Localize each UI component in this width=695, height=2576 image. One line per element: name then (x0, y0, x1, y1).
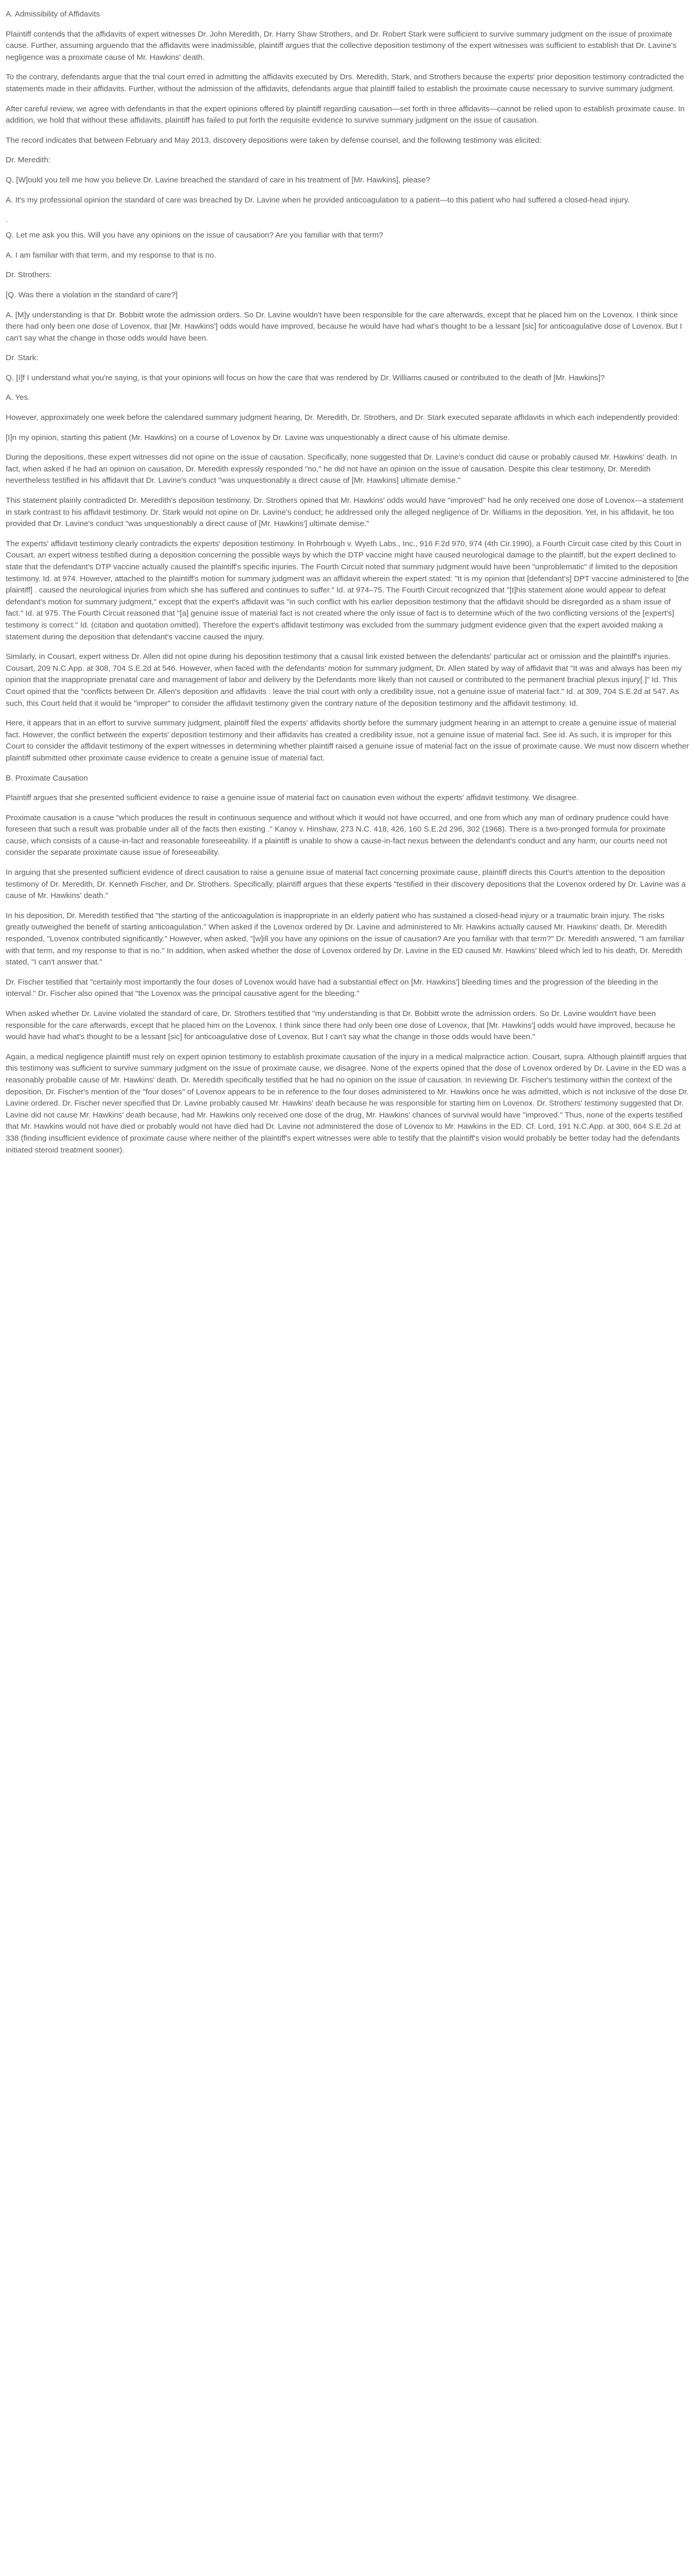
paragraph: Similarly, in Cousart, expert witness Dr. Allen did not opine during his deposition testimony that a causal link existed between the defendants' particular act or omission and the plaintiff's injuries. Cousart, 209 N.C.App. at 308, 704 S.E.2d at 546. However, when faced with the defendants' motion for summary judgment, Dr. Allen stated by way of affidavit that "It was and always has been my opinion that the inappropriate prenatal care and management of labor and delivery by the Defendants more likely than not caused or contributed to the permanent brachial plexus injury[.]" Id. This Court opined that the "conflicts between Dr. Allen's deposition and affidavits . leave the trial court with only a credibility issue, not a genuine issue of material fact." Id. at 309, 704 S.E.2d at 547. As such, this Court held that it would be "improper" to consider the affidavit testimony given the contrary nature of the deposition testimony and the affidavit testimony. Id. (6, 652, 682, 708)
paragraph: To the contrary, defendants argue that the trial court erred in admitting the affidavits executed by Drs. Meredith, Stark, and Strothers because the experts' prior deposition testimony contradicted the statements made in their affidavits. Further, without the admission of the affidavits, defendants argue that plaintiff failed to establish the proximate cause necessary to survive summary judgment. (6, 73, 684, 93)
paragraph: In arguing that she presented sufficient evidence of direct causation to raise a genuine issue of material fact concerning proximate cause, plaintiff directs this Court's attention to the deposition testimony of Dr. Meredith, Dr. Kenneth Fischer, and Dr. Strothers. Specifically, plaintiff argues that these experts "testified in their discovery depositions that the Lovenox ordered by Dr. Lavine was a cause of Mr. Hawkins' death." (6, 868, 686, 901)
paragraph: Again, a medical negligence plaintiff must rely on expert opinion testimony to establish proximate causation of the injury in a medical malpractice action. Cousart, supra. Although plaintiff argues that this testimony was sufficient to survive summary judgment on the issue of proximate cause, we disagree. None of the experts opined that the dose of Lovenox ordered by Dr. Lavine in the ED was a reasonably probable cause of Mr. Hawkins' death. Dr. Meredith specifically testified that he had no opinion on the issue of causation. In reviewing Dr. Fischer's testimony within the context of the deposition, Dr. Fischer's mention of the "four doses" of Lovenox appears to be in reference to the four doses administered to Mr. Hawkins once he was admitted, which is not inclusive of the dose Dr. Lavine ordered. Dr. Fischer never specified that Dr. Lavine probably caused Mr. Hawkins' death because he was responsible for starting him on Lovenox. Dr. Strothers' testimony suggested that Dr. Lavine did not cause Mr. Hawkins' death because, had Mr. Hawkins only received one dose of the drug, Mr. Hawkins' chances of survival would have "improved." Thus, none of the experts testified that Mr. Hawkins would not have died or probably would not have died had Dr. Lavine not administered the dose of Lovenox to Mr. Hawkins in the ED. Cf. Lord, 191 N.C.App. at 300, 664 S.E.2d at 338 (finding insufficient evidence of proximate cause where neither of the plaintiff's expert witnesses were able to testify that the plaintiff's vision would probably be better today had the defendants initiated steroid treatment sooner). (6, 1052, 689, 1155)
deposition-question: Q. Let me ask you this. Will you have any opinions on the issue of causation? Are you familiar with that term? (6, 231, 383, 240)
deposition-answer: A. [M]y understanding is that Dr. Bobbitt wrote the admission orders. So Dr. Lavine wouldn't have been responsible for the care afterwards, except that he placed him on the Lovenox. I think since there had only been one dose of Lovenox, that [Mr. Hawkins'] odds would have improved, because he would have had what's thought to be a lessant [sic] for anticoagulative dose of Lovenox. But I can't say what the change in those odds would have been. (6, 310, 682, 343)
speaker-label: Dr. Stark: (6, 353, 39, 363)
deposition-question: Q. [I]f I understand what you're saying, is that your opinions will focus on how the care that was rendered by Dr. Williams caused or contributed to the death of [Mr. Hawkins]? (6, 373, 605, 382)
paragraph: Dr. Fischer testified that "certainly most importantly the four doses of Lovenox would have had a substantial effect on [Mr. Hawkins'] bleeding times and the progression of the bleeding in the interval." Dr. Fischer also opined that "the Lovenox was the principal causative agent for the bleeding." (6, 977, 658, 998)
paragraph: In his deposition, Dr. Meredith testified that "the starting of the anticoagulation is inappropriate in an elderly patient who has sustained a closed-head injury or a traumatic brain injury. The risks greatly outweighed the benefit of starting anticoagulation." When asked if the Lovenox ordered by Dr. Lavine and administered to Mr. Hawkins actually caused Mr. Hawkins' death, Dr. Meredith responded, "Lovenox contributed significantly." However, when asked, "[w]ill you have any opinions on the issue of causation? Are you familiar with that term?" Dr. Meredith answered, "I am familiar with that term, and my response to that is no." In addition, when asked whether the dose of Lovenox ordered by Dr. Lavine in the ED caused Mr. Hawkins' bleed which led to his death, Dr. Meredith stated, "I can't answer that." (6, 911, 685, 967)
deposition-answer: A. It's my professional opinion the standard of care was breached by Dr. Lavine when he provided anticoagulation to a patient—to this patient who had suffered a closed-head injury. (6, 195, 630, 205)
affidavit-quote: [I]n my opinion, starting this patient (Mr. Hawkins) on a course of Lovenox by Dr. Lavine was unquestionably a direct cause of his ultimate demise. (6, 433, 510, 442)
deposition-answer: A. I am familiar with that term, and my response to that is no. (6, 250, 216, 260)
section-heading-admissibility: A. Admissibility of Affidavits (6, 10, 100, 19)
paragraph: Plaintiff argues that she presented sufficient evidence to raise a genuine issue of material fact on causation even without the experts' affidavit testimony. We disagree. (6, 793, 579, 803)
paragraph: Here, it appears that in an effort to survive summary judgment, plaintiff filed the experts' affidavits shortly before the summary judgment hearing in an attempt to create a genuine issue of material fact. However, the conflict between the experts' deposition testimony and their affidavits has created a credibility issue, not a genuine issue of material fact. See id. As such, it is improper for this Court to consider the affidavit testimony of the expert witnesses in determining whether plaintiff raised a genuine issue of material fact on the issue of proximate cause. We must now discern whether plaintiff submitted other proximate cause evidence to create a genuine issue of material fact. (6, 719, 689, 762)
section-heading-proximate-causation: B. Proximate Causation (6, 773, 88, 783)
ellipsis-marker: . (6, 215, 8, 225)
paragraph: The experts' affidavit testimony clearly contradicts the experts' deposition testimony. In Rohrbough v. Wyeth Labs., Inc., 916 F.2d 970, 974 (4th Cir.1990), a Fourth Circuit case cited by this Court in Cousart, an expert witness testified during a deposition concerning the possible ways by which the DTP vaccine might have caused neurological damage to the plaintiff, but the expert declined to state that the defendant's DTP vaccine actually caused the plaintiff's specific injuries. The Fourth Circuit noted that summary judgment would have been "unproblematic" if limited to the deposition testimony. Id. at 974. However, attached to the plaintiff's motion for summary judgment was an affidavit wherein the expert stated: "It is my opinion that [defendant's] DPT vaccine administered to [the plaintiff] . caused the neurological injuries from which she has suffered and continues to suffer." Id. at 974–75. The Fourth Circuit recognized that "[t]his statement alone would appear to defeat defendant's motion for summary judgment," except that the expert's affidavit was "in such conflict with his earlier deposition testimony that the affidavit should be disregarded as a sham issue of fact." Id. at 975. The Fourth Circuit reasoned that "[a] genuine issue of material fact is not created where the only issue of fact is to determine which of the two conflicting versions of the [expert's] testimony is correct." Id. (citation and quotation omitted). Therefore the expert's affidavit testimony was excluded from the summary judgment evidence given that the expert avoided making a statement during the deposition that defendant's vaccine caused the injury. (6, 539, 689, 641)
paragraph: The record indicates that between February and May 2013, discovery depositions were taken by defense counsel, and the following testimony was elicited: (6, 135, 542, 145)
speaker-label: Dr. Meredith: (6, 156, 50, 165)
paragraph: After careful review, we agree with defendants in that the expert opinions offered by plaintiff regarding causation—set forth in three affidavits—cannot be relied upon to establish proximate cause. In addition, we hold that without these affidavits, plaintiff has failed to put forth the requisite evidence to survive summary judgment on the issue of causation. (6, 104, 685, 125)
deposition-question: Q. [W]ould you tell me how you believe Dr. Lavine breached the standard of care in his treatment of [Mr. Hawkins], please? (6, 175, 430, 184)
paragraph: This statement plainly contradicted Dr. Meredith's deposition testimony. Dr. Strothers opined that Mr. Hawkins' odds would have "improved" had he only received one dose of Lovenox—a statement in stark contrast to his affidavit testimony. Dr. Stark would not opine on Dr. Lavine's conduct; he addressed only the alleged negligence of Dr. Williams in the deposition. Yet, in his affidavit, he too provided that Dr. Lavine's conduct "was unquestionably a direct cause of [Mr. Hawkins'] ultimate demise." (6, 496, 684, 529)
opinion-document (0, 0, 695, 1156)
paragraph: However, approximately one week before the calendared summary judgment hearing, Dr. Meredith, Dr. Strothers, and Dr. Stark executed separate affidavits in which each independently provided: (6, 413, 680, 422)
paragraph: During the depositions, these expert witnesses did not opine on the issue of causation. Specifically, none suggested that Dr. Lavine's conduct did cause or probably caused Mr. Hawkins' death. In fact, when asked if he had an opinion on causation, Dr. Meredith expressly responded "no," he did not have an opinion on the issue of causation. Despite this clear testimony, Dr. Meredith nevertheless testified in his affidavit that Dr. Lavine's conduct "was unquestionably a direct cause of [Mr. Hawkins] ultimate demise." (6, 453, 677, 485)
deposition-question: [Q. Was there a violation in the standard of care?] (6, 290, 178, 299)
speaker-label: Dr. Strothers: (6, 270, 52, 280)
deposition-answer: A. Yes. (6, 393, 30, 402)
paragraph: Proximate causation is a cause "which produces the result in continuous sequence and without which it would not have occurred, and one from which any man of ordinary prudence could have foreseen that such a result was probable under all of the facts then existing ." Kanoy v. Hinshaw, 273 N.C. 418, 426, 160 S.E.2d 296, 302 (1968). There is a two-pronged formula for proximate cause, which consists of a cause-in-fact and reasonable foreseeability. If a plaintiff is unable to show a cause-in-fact nexus between the defendant's conduct and any harm, our courts need not consider the separate proximate cause issue of foreseeability. (6, 813, 669, 857)
paragraph: Plaintiff contends that the affidavits of expert witnesses Dr. John Meredith, Dr. Harry Shaw Strothers, and Dr. Robert Stark were sufficient to survive summary judgment on the issue of proximate cause. Further, assuming arguendo that the affidavits were inadmissible, plaintiff argues that the collective deposition testimony of the expert witnesses was sufficient to establish that Dr. Lavine's negligence was a proximate cause of Mr. Hawkins' death. (6, 29, 677, 62)
paragraph: When asked whether Dr. Lavine violated the standard of care, Dr. Strothers testified that "my understanding is that Dr. Bobbitt wrote the admission orders. So Dr. Lavine wouldn't have been responsible for the care afterwards, except that he placed him on the Lovenox. I think since there had only been one dose of Lovenox, that [Mr. Hawkins'] odds would have improved, because he would have had what's thought to be a lessant [sic] for anticoagulative dose of Lovenox. But I can't say what the change in those odds would have been." (6, 1009, 675, 1042)
